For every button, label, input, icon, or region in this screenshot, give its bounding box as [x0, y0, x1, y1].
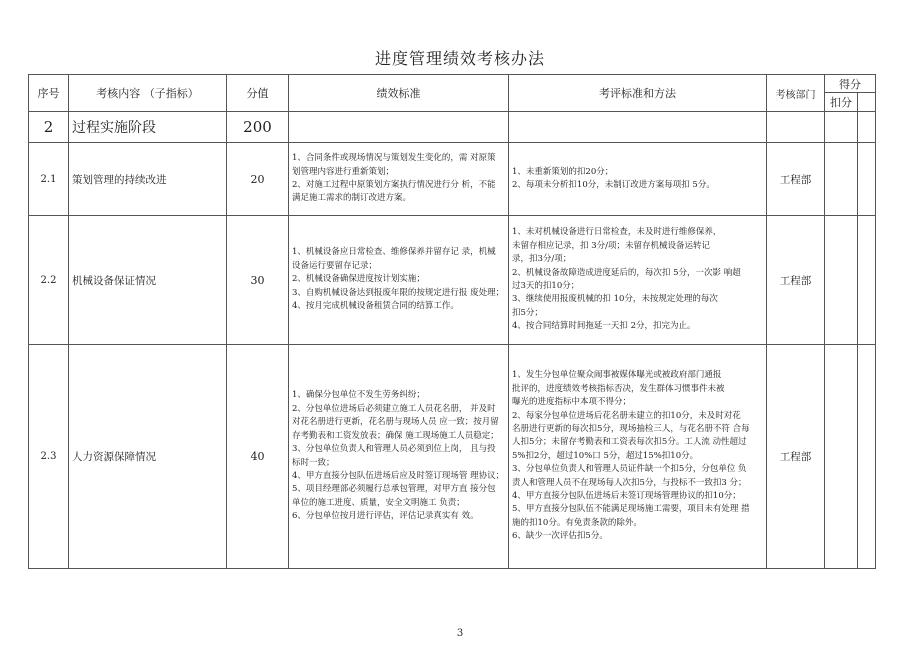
method-line: 4、按合同结算时间拖延一天扣 2分，扣完为止。: [512, 321, 696, 332]
row-deduct-cell: [825, 216, 858, 345]
table-row: [29, 216, 876, 345]
criteria-line: 5、项目经理部必须履行总承包管理，对甲方直 接分包: [292, 484, 496, 495]
row-method: [509, 216, 767, 345]
page-number: 3: [456, 628, 464, 639]
row-method: [509, 143, 767, 216]
criteria-line: 单位的施工进度、质量，安全文明施工 负责；: [292, 497, 465, 508]
row-dept: 工程部: [767, 216, 825, 345]
method-line: 名册进行更新的每次扣5分，现场抽检三人，与花名册不符 合每: [512, 423, 750, 434]
criteria-line: 3、自购机械设备达到报废年限的按规定进行报 废处理；: [292, 287, 505, 298]
header-method: 考评标准和方法: [509, 75, 767, 112]
row-dept: 工程部: [767, 345, 825, 569]
method-line: 2、每家分包单位进场后花名册未建立的扣10分，未及时对花: [512, 410, 741, 421]
header-content: 考核内容 （子指标）: [69, 75, 227, 112]
criteria-line: 4、甲方直接分包队伍进场后应及时签订现场管 理协议；: [292, 470, 505, 481]
header-seq: 序号: [29, 75, 69, 112]
row-name: 机械设备保证情况: [69, 216, 227, 345]
header-blank: [858, 93, 876, 112]
criteria-line: 设备运行要留存记录；: [292, 260, 378, 271]
row-seq: 2.1: [29, 143, 69, 216]
stage-empty-cell: [825, 112, 858, 143]
method-line: 3、分包单位负责人和管理人员证件缺一个扣5分，分包单位 负: [512, 464, 747, 475]
criteria-line: 6、分包单位按月进行评估，评估记录真实有 效。: [292, 511, 479, 522]
method-line: 1、未重新策划的扣20分；: [512, 166, 614, 177]
header-points: 分值: [227, 75, 289, 112]
row-seq: 2.3: [29, 345, 69, 569]
method-line: 5%扣2分，超过10%口 5分，超过15%扣10分。: [512, 450, 699, 461]
method-line: 施的扣10分。有免责条款的除外。: [512, 517, 642, 528]
row-points: 30: [227, 216, 289, 345]
criteria-line: 存考勤表和工资发放表；确保 施工现场施工人员稳定；: [292, 430, 499, 441]
criteria-line: 2、分包单位进场后必须建立施工人员花名册， 并及时: [292, 403, 496, 414]
row-seq: 2.2: [29, 216, 69, 345]
stage-empty-cell: [509, 112, 767, 143]
row-blank-cell: [858, 143, 876, 216]
method-line: 5、甲方直接分包队伍不能满足现场施工需要，项目未有处理 措: [512, 504, 750, 515]
criteria-line: 划管理内容进行重新策划；: [292, 166, 395, 177]
method-line: 2、机械设备故障造成进度延后的，每次扣 5分，一次影 响超: [512, 267, 741, 278]
criteria-line: 2、对施工过程中原策划方案执行情况进行分 析，不能: [292, 180, 496, 190]
criteria-line: 对花名册进行更新，花名册与现场人员 应一致；按月留: [292, 417, 499, 428]
criteria-line: 1、机械设备应日常检查、维修保养并留存记 录，机械: [292, 247, 496, 258]
table-row: [29, 345, 876, 569]
header-score: 得分: [825, 75, 876, 93]
row-points: 40: [227, 345, 289, 569]
method-line: 1、未对机械设备进行日常检查，未及时进行维修保养，: [512, 227, 722, 238]
row-criteria: [289, 345, 509, 569]
method-line: 曝光的进度指标中本项不得分；: [512, 397, 632, 408]
stage-name: 过程实施阶段: [69, 112, 227, 143]
row-dept: 工程部: [767, 143, 825, 216]
row-points: 20: [227, 143, 289, 216]
row-deduct-cell: [825, 345, 858, 569]
method-line: 1、发生分包单位聚众闹事被媒体曝光或被政府部门通报: [512, 370, 722, 381]
row-criteria: [289, 143, 509, 216]
method-line: 4、甲方直接分包队伍进场后未签订现场管理协议的扣10分；: [512, 491, 741, 502]
row-name: 人力资源保障情况: [69, 345, 227, 569]
stage-seq: 2: [29, 112, 69, 143]
stage-empty-cell: [767, 112, 825, 143]
criteria-line: 4、按月完成机械设备租赁合同的结算工作。: [292, 301, 459, 312]
method-line: 3、继续使用报废机械的扣 10分，未按规定处理的每次: [512, 294, 718, 305]
method-line: 过3天的扣10分；: [512, 281, 580, 291]
document-title: 进度管理绩效考核办法: [374, 49, 545, 68]
stage-empty-cell: [858, 112, 876, 143]
criteria-line: 2、机械设备确保进度按计划实施；: [292, 274, 425, 285]
method-line: 责人和管理人员不在现场每人次扣5分，与投标不一致扣3 分；: [512, 477, 747, 488]
stage-empty-cell: [289, 112, 509, 143]
method-line: 人扣5分；未留存考勤表和工资表每次扣5分。工人流 动性超过: [512, 437, 747, 448]
header-dept: 考核部门: [767, 75, 825, 112]
criteria-line: 满足施工需求的制订改进方案。: [292, 193, 412, 204]
header-criteria: 绩效标准: [289, 75, 509, 112]
stage-points: 200: [227, 112, 289, 143]
header-deduct: 扣分: [825, 93, 858, 112]
row-criteria: [289, 216, 509, 345]
row-name: 策划管理的持续改进: [69, 143, 227, 216]
criteria-line: 1、确保分包单位不发生劳务纠纷；: [292, 390, 425, 401]
criteria-line: 1、合同条件或现场情况与策划发生变化的，需 对原策: [292, 153, 496, 164]
method-line: 录，扣3分/项；: [512, 254, 572, 265]
method-line: 批评的，进度绩效考核指标否决，发生群体习惯事件未被: [512, 383, 725, 394]
method-line: 2、每项未分析扣10分，未制订改进方案每项扣 5分。: [512, 180, 715, 190]
table-row: [29, 143, 876, 216]
method-line: 6、缺少一次评估扣5分。: [512, 531, 608, 542]
criteria-line: 3、分包单位负责人和管理人员必须到位上岗， 且与投: [292, 444, 496, 455]
row-blank-cell: [858, 216, 876, 345]
method-line: 扣5分；: [512, 307, 543, 318]
criteria-line: 标时一致；: [292, 457, 335, 468]
row-blank-cell: [858, 345, 876, 569]
row-deduct-cell: [825, 143, 858, 216]
method-line: 未留存相应记录，扣 3分/项；未留存机械设备运转记: [512, 240, 710, 251]
assessment-table: [28, 74, 876, 569]
row-method: [509, 345, 767, 569]
